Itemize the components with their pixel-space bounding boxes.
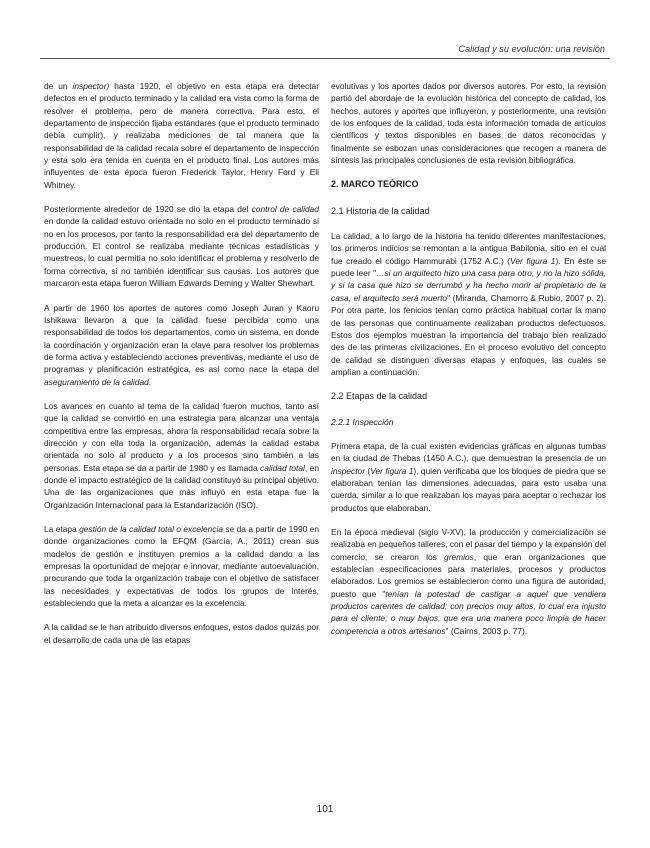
paragraph: de un inspector) hasta 1920, el objetivo en esta etapa era detectar defectos en el producto terminado y la calidad era vista como la forma de resolver el problema, pero de manera correctiva. Para esto, el departamento de inspección fijaba estándares (que el producto terminado debía cumplir), y realizaba mediciones de tal manera que la responsabilidad de la calidad recaía sobre el departamento de inspección y esta solo era tenida en cuenta en el producto final. Los autores más influyentes de esta época fueron Frederick Taylor, Henry Ford y Eli Whitney.: [44, 81, 319, 190]
paragraph: En la época medieval (siglo V-XV), la producción y comercialización se realizaba en pequeños talleres, con el pasar del tiempo y la expansión del comercio, se crearon los gremios, que eran organizaciones que establecían especificaciones para materiales, procesos y productos elaborados. Los gremios se establecieron como una figura de autoridad, puesto que "tenían la potestad de castigar a aquel que vendiera productos carentes de calidad; con precios muy altos, lo cual era injusto para el cliente; o muy bajos, que era una manera poco limpia de hacer competencia a otros artesanos" (Cairns, 2003 p. 77).: [331, 526, 606, 636]
paragraph: Primera etapa, de la cual existen evidencias gráficas en algunas tumbas en la ciudad de Thebas (1450 A.C.), que demuestran la presencia de un inspector (Ver figura 1), quien verificaba que los bloques de piedra que se elaboraban tenían las dimensiones adecuadas, para esto usaba una cuerda, similar a lo que realizaban los mayas para aceptar o rechazar los productos que elaboraban.: [331, 440, 607, 513]
right-column: [331, 80, 606, 649]
paragraph: Los avances en cuanto al tema de la calidad fueron muchos, tanto así que la calidad se convirtió en una estrategia para alcanzar una ventaja competitiva entre las empresas, ahora la responsabilidad recaía sobre la dirección y con ella toda la organización, además la calidad estaba orientada no solo al producto y a los procesos sino también a las personas. Esta etapa se da a partir de 1980 y es llamada calidad total, en donde el impacto estratégico de la calidad constituyó su principal objetivo. Una de las organizaciones que más influyó en esta etapa fue la Organización Internacional para la Estandarización (ISO).: [44, 400, 319, 510]
paragraph: A partir de 1960 los aportes de autores como Joseph Juran y Kaoru Ishikawa llevaron a que la calidad fuese percibida como una responsabilidad de todos los departamentos, como un sistema, en donde la coordinación y organización eran la clave para resolver los problemas de forma activa y estableciendo acciones preventivas, mediante el uso de programas y planificación estratégica, es así como nace la etapa del aseguramiento de la calidad.: [44, 302, 319, 387]
paragraph: La calidad, a lo largo de la historia ha tenido diferentes manifestaciones, los primeros indicios se remontan a la antigua Babilonia, sitio en el cual fue creado el código Hammurabi (1752 A.C.) (Ver figura 1). En éste se puede leer "…si un arquitecto hizo una casa para otro, y no la hizo sólida, y si la casa que hizo se derrumbó y ha hecho morir al propietario de la casa, el arquitecto será muerto" (Miranda, Chamorro & Rubio, 2007 p. 2). Por otra parte, los fenicios tenían como práctica habitual cortar la mano de las personas que continuamente realizaban productos defectuosos. Estos dos ejemplos muestran la importancia del trabajo bien realizado des de las primeras civilizaciones. En el proceso evolutivo del concepto de calidad se distinguen diversas etapas y enfoques, las cuales se amplían a continuación.: [331, 231, 607, 377]
page-number: 101: [316, 804, 334, 815]
subsection-heading: 2.2 Etapas de la calidad: [331, 391, 428, 402]
section-heading: 2. MARCO TEÓRICO: [331, 179, 419, 190]
running-header: Calidad y su evolución: una revisión: [458, 44, 605, 54]
paragraph: evolutivas y los aportes dados por diversos autores. Por esto, la revisión partió del abordaje de la evolución histórica del concepto de calidad, los hechos, autores y aportes que influyeron, y posteriormente, una revisión de los enfoques de la calidad, toda esta información tomada de artículos científicos y textos disponibles en bases de datos reconocidas y finalmente se esbozan unas consideraciones que recogen a manera de síntesis las principales conclusiones de esta revisión bibliográfica.: [331, 81, 606, 166]
left-column: [44, 80, 319, 658]
paragraph: Posteriormente alrededor de 1920 se dio la etapa del control de calidad en donde la calidad estuvo orientada no solo en el producto terminado si no en los procesos, por tanto la responsabilidad era del departamento de producción. El control se realizaba mediante técnicas estadísticas y muestreos, lo cual permitía no solo identificar el problema y resolverlo de forma correctiva, si no también identificar sus causas. Los autores que marcaron esta etapa fueron William Edwards Deming y Walter Shewhart.: [44, 204, 319, 289]
paragraph: A la calidad se le han atribuido diversos enfoques, estos dados quizás por el desarrollo de cada una de las etapas: [44, 622, 319, 645]
subsubsection-heading: 2.2.1 Inspección: [331, 416, 394, 427]
paragraph: La etapa gestión de la calidad total o excelencia se da a partir de 1990 en donde organizaciones como la EFQM (García, A., 2011) crean sus modelos de gestión e instituyen premios a la calidad dando a las empresas la oportunidad de mejorar e innovar, mediante autoevaluación, procurando que toda la organización trabaje con el objetivo de satisfacer las necesidades y expectativas de todos los grupos de interés, estableciendo que la meta a alcanzar es la excelencia.: [44, 524, 319, 609]
header-rule: [40, 58, 610, 59]
subsection-heading: 2.1 Historia de la calidad: [331, 205, 430, 216]
